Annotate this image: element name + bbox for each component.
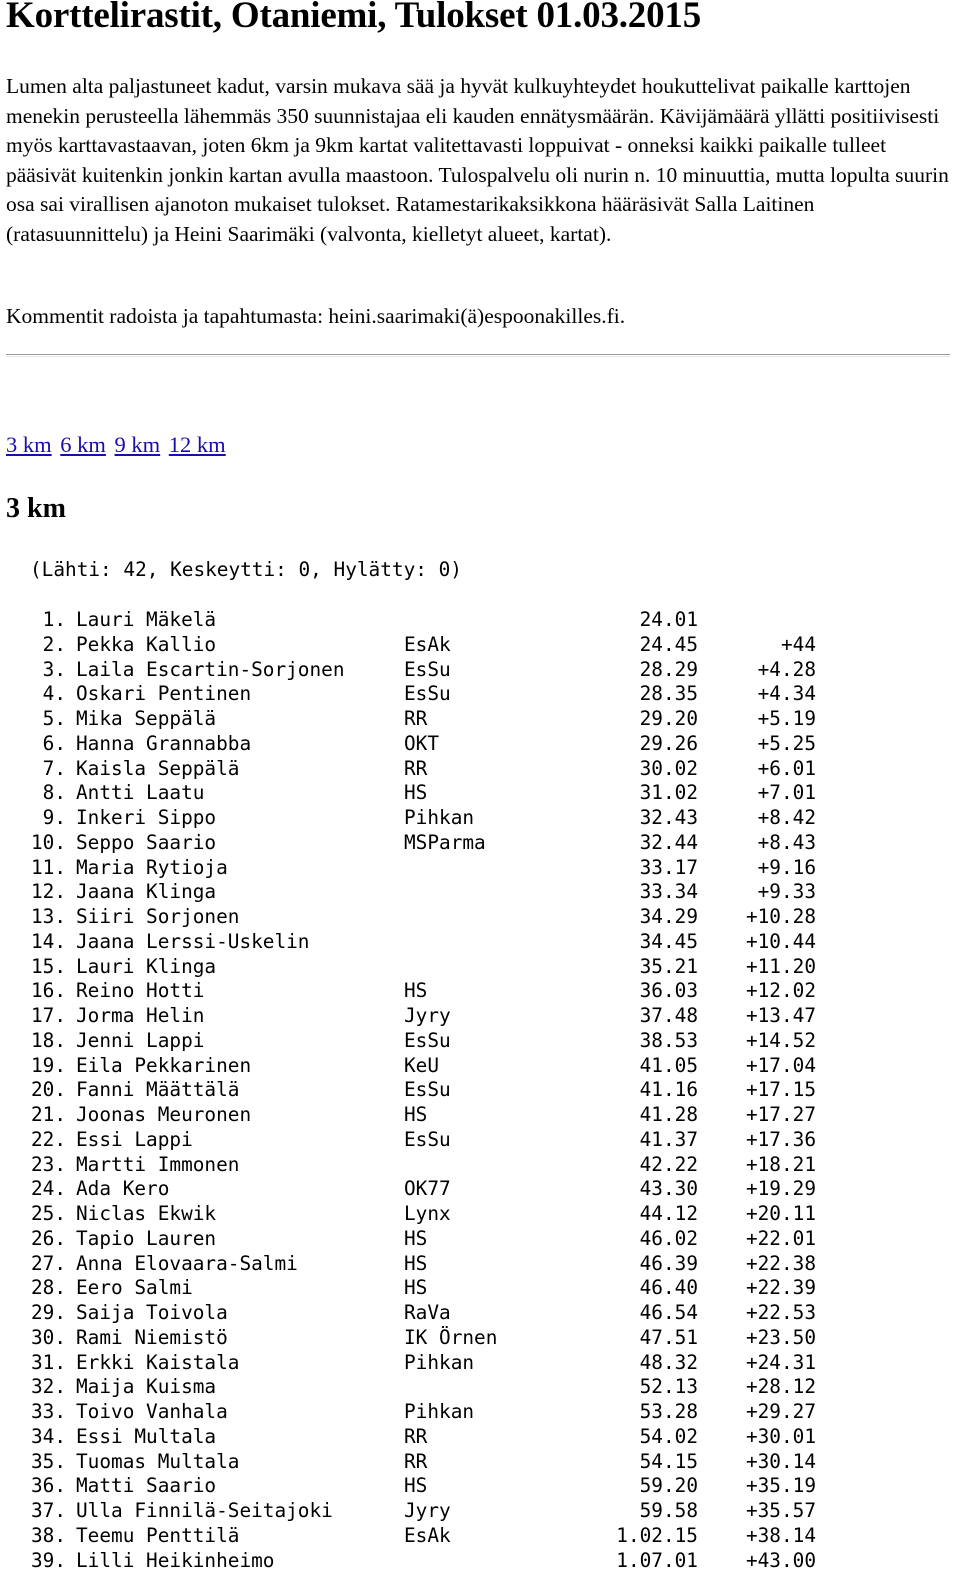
result-name: Saija Toivola (76, 1301, 228, 1324)
result-time: 46.54 (639, 1301, 698, 1324)
result-club: HS (404, 1226, 428, 1250)
result-club: HS (404, 1103, 428, 1126)
result-diff: +8.42 (757, 806, 816, 829)
result-time: 36.03 (639, 979, 698, 1003)
result-time: 42.22 (639, 1152, 698, 1176)
result-diff: +5.19 (757, 707, 816, 730)
result-club: IK Örnen (404, 1325, 498, 1349)
result-time: 1.07.01 (616, 1548, 698, 1572)
result-club: EsSu (404, 1078, 451, 1102)
result-name: Inkeri Sippo (76, 806, 217, 829)
result-club: RaVa (404, 1301, 451, 1324)
result-diff: +17.04 (745, 1053, 816, 1077)
result-time: 34.45 (639, 929, 698, 953)
nav-link-9km[interactable]: 9 km (114, 432, 161, 457)
result-rank: 2. (42, 632, 66, 656)
result-time: 47.51 (639, 1325, 698, 1349)
result-time: 35.21 (639, 954, 698, 978)
result-time: 59.20 (639, 1474, 698, 1498)
result-name: Maria Rytioja (76, 855, 228, 879)
result-rank: 35. (30, 1449, 66, 1473)
result-name: Essi Multala (76, 1424, 217, 1448)
result-club: EsSu (404, 657, 451, 681)
page-title: Korttelirastit, Otaniemi, Tulokset 01.03.2015 (6, 0, 701, 36)
result-time: 24.01 (639, 608, 698, 631)
result-name: Antti Laatu (76, 781, 205, 805)
result-diff: +44 (780, 632, 816, 656)
result-diff: +29.27 (745, 1400, 816, 1423)
result-diff: +38.14 (745, 1523, 816, 1547)
result-diff: +28.12 (745, 1375, 816, 1399)
result-name: Eila Pekkarinen (76, 1053, 252, 1077)
result-club: Pihkan (404, 1350, 475, 1374)
nav-link-6km[interactable]: 6 km (60, 432, 106, 457)
result-diff: +24.31 (745, 1350, 816, 1374)
result-time: 37.48 (639, 1004, 698, 1027)
result-rank: 38. (30, 1523, 66, 1547)
result-diff: +17.15 (745, 1078, 816, 1102)
result-diff: +11.20 (745, 954, 816, 978)
result-club: HS (404, 1251, 428, 1275)
result-rank: 25. (30, 1202, 66, 1225)
result-rank: 13. (30, 905, 66, 928)
result-rank: 39. (30, 1548, 66, 1572)
result-diff: +5.25 (757, 731, 816, 755)
result-rank: 9. (42, 806, 66, 829)
result-rank: 14. (30, 929, 66, 953)
result-club: EsSu (404, 682, 451, 706)
result-rank: 30. (30, 1325, 66, 1349)
result-rank: 16. (30, 979, 66, 1003)
result-time: 32.44 (639, 830, 698, 854)
result-time: 41.37 (639, 1127, 698, 1151)
result-name: Lauri Mäkelä (76, 608, 217, 631)
result-time: 28.35 (639, 682, 698, 706)
result-time: 29.20 (639, 707, 698, 730)
result-name: Siiri Sorjonen (76, 905, 240, 928)
result-club: HS (404, 781, 428, 805)
result-time: 28.29 (639, 657, 698, 681)
result-rank: 37. (30, 1499, 66, 1522)
result-diff: +12.02 (745, 979, 816, 1003)
result-diff: +30.01 (745, 1424, 816, 1448)
result-name: Essi Lappi (76, 1127, 193, 1151)
result-club: EsAk (404, 1523, 451, 1547)
result-name: Fanni Määttälä (76, 1078, 240, 1102)
result-time: 48.32 (639, 1350, 698, 1374)
result-rank: 12. (30, 880, 66, 904)
result-diff: +4.28 (757, 657, 816, 681)
result-time: 59.58 (639, 1499, 698, 1522)
result-rank: 29. (30, 1301, 66, 1324)
result-rank: 4. (42, 682, 66, 706)
result-club: Pihkan (404, 806, 475, 829)
nav-link-12km[interactable]: 12 km (168, 432, 226, 457)
result-diff: +9.33 (757, 880, 816, 904)
result-name: Anna Elovaara-Salmi (76, 1251, 298, 1275)
nav-link-3km[interactable]: 3 km (6, 432, 52, 457)
result-club: HS (404, 1276, 428, 1300)
result-time: 41.16 (639, 1078, 698, 1102)
result-name: Lilli Heikinheimo (76, 1548, 275, 1572)
section-title: 3 km (6, 493, 66, 524)
result-club: Lynx (404, 1202, 451, 1225)
result-diff: +8.43 (757, 830, 816, 854)
result-rank: 21. (30, 1103, 66, 1126)
result-time: 53.28 (639, 1400, 698, 1423)
result-name: Jaana Klinga (76, 880, 217, 904)
result-name: Seppo Saario (76, 830, 217, 854)
result-club: Pihkan (404, 1400, 475, 1423)
result-diff: +13.47 (745, 1004, 816, 1027)
result-time: 46.02 (639, 1226, 698, 1250)
result-diff: +17.36 (745, 1127, 816, 1151)
result-diff: +22.53 (745, 1301, 816, 1324)
divider (6, 354, 950, 357)
result-rank: 10. (30, 830, 66, 854)
result-name: Jorma Helin (76, 1004, 205, 1027)
result-time: 54.15 (639, 1449, 698, 1473)
result-diff: +22.38 (745, 1251, 816, 1275)
result-time: 34.29 (639, 905, 698, 928)
start-summary: (Lähti: 42, Keskeytti: 0, Hylätty: 0) (30, 558, 462, 581)
result-club: HS (404, 1474, 428, 1498)
result-time: 41.05 (639, 1053, 698, 1077)
result-club: RR (404, 1449, 428, 1473)
result-rank: 20. (30, 1078, 66, 1102)
result-time: 44.12 (639, 1202, 698, 1225)
result-diff: +18.21 (745, 1152, 816, 1176)
result-name: Jaana Lerssi-Uskelin (76, 929, 310, 953)
result-name: Tapio Lauren (76, 1226, 217, 1250)
result-diff: +35.57 (745, 1499, 816, 1522)
result-name: Oskari Pentinen (76, 682, 252, 706)
result-name: Eero Salmi (76, 1276, 193, 1300)
result-rank: 11. (30, 855, 66, 879)
result-club: OKT (404, 731, 440, 755)
result-time: 54.02 (639, 1424, 698, 1448)
result-rank: 31. (30, 1350, 66, 1374)
result-time: 43.30 (639, 1177, 698, 1201)
result-name: Erkki Kaistala (76, 1350, 240, 1374)
result-name: Hanna Grannabba (76, 731, 252, 755)
result-name: Maija Kuisma (76, 1375, 217, 1399)
result-rank: 5. (42, 707, 66, 730)
result-name: Jenni Lappi (76, 1028, 205, 1052)
result-rank: 36. (30, 1474, 66, 1498)
result-rank: 1. (42, 608, 66, 631)
result-time: 31.02 (639, 781, 698, 805)
result-diff: +22.01 (745, 1226, 816, 1250)
result-name: Ada Kero (76, 1177, 170, 1201)
result-rank: 17. (30, 1004, 66, 1027)
result-club: EsAk (404, 632, 451, 656)
result-diff: +35.19 (745, 1474, 816, 1498)
result-time: 33.34 (639, 880, 698, 904)
result-rank: 27. (30, 1251, 66, 1275)
result-name: Toivo Vanhala (76, 1400, 228, 1423)
result-club: RR (404, 1424, 428, 1448)
result-club: KeU (404, 1053, 440, 1077)
comments-contact: Kommentit radoista ja tapahtumasta: heini.saarimaki(ä)espoonakilles.fi. (6, 304, 626, 328)
result-diff: +10.28 (745, 905, 816, 928)
result-rank: 8. (42, 781, 66, 805)
result-club: RR (404, 756, 428, 780)
result-rank: 3. (42, 657, 66, 681)
result-diff: +9.16 (757, 855, 816, 879)
result-club: MSParma (404, 830, 486, 854)
result-rank: 15. (30, 954, 66, 978)
result-rank: 32. (30, 1375, 66, 1399)
result-rank: 6. (42, 731, 66, 755)
result-diff: +14.52 (745, 1028, 816, 1052)
result-diff: +7.01 (757, 781, 816, 805)
result-name: Martti Immonen (76, 1152, 240, 1176)
result-rank: 23. (30, 1152, 66, 1176)
result-time: 24.45 (639, 632, 698, 656)
result-rank: 19. (30, 1053, 66, 1077)
result-time: 29.26 (639, 731, 698, 755)
intro-paragraph: Lumen alta paljastuneet kadut, varsin mukava sää ja hyvät kulkuyhteydet houkuttelivat paikalle karttojen menekin perusteella lähemmäs 350 suunnistajaa eli kauden ennätysmäärän. Kävijämäärä yllätti positiivisesti myös karttavastaavan, joten 6km ja 9km kartat valitettavasti loppuivat - onneksi kaikki paikalle tulleet pääsivät kuitenkin jonkin kartan avulla maastoon. Tulospalvelu oli nurin n. 10 minuuttia, mutta lopulta suurin osa sai virallisen ajanoton mukaiset tulokset. Ratamestarikaksikkona hääräsivät Salla Laitinen (ratasuunnittelu) ja Heini Saarimäki (valvonta, kielletyt alueet, kartat). (6, 74, 949, 246)
result-diff: +43.00 (745, 1548, 816, 1572)
result-name: Mika Seppälä (76, 707, 217, 730)
result-club: EsSu (404, 1028, 451, 1052)
result-time: 38.53 (639, 1028, 698, 1052)
result-club: OK77 (404, 1177, 451, 1201)
result-rank: 28. (30, 1276, 66, 1300)
result-rank: 24. (30, 1177, 66, 1201)
result-rank: 18. (30, 1028, 66, 1052)
result-time: 32.43 (639, 806, 698, 829)
result-club: RR (404, 707, 428, 730)
result-name: Tuomas Multala (76, 1449, 240, 1473)
course-nav (6, 432, 229, 458)
result-rank: 26. (30, 1226, 66, 1250)
result-club: HS (404, 979, 428, 1003)
result-club: Jyry (404, 1499, 451, 1522)
result-rank: 22. (30, 1127, 66, 1151)
result-time: 30.02 (639, 756, 698, 780)
result-name: Lauri Klinga (76, 954, 217, 978)
result-time: 41.28 (639, 1103, 698, 1126)
result-club: EsSu (404, 1127, 451, 1151)
result-rank: 34. (30, 1424, 66, 1448)
result-name: Rami Niemistö (76, 1325, 228, 1349)
result-time: 33.17 (639, 855, 698, 879)
result-name: Kaisla Seppälä (76, 756, 240, 780)
result-diff: +20.11 (745, 1202, 816, 1225)
result-diff: +23.50 (745, 1325, 816, 1349)
result-diff: +22.39 (745, 1276, 816, 1300)
result-rank: 33. (30, 1400, 66, 1423)
result-diff: +6.01 (757, 756, 816, 780)
result-diff: +30.14 (745, 1449, 816, 1473)
result-name: Matti Saario (76, 1474, 217, 1498)
result-name: Laila Escartin-Sorjonen (76, 657, 345, 681)
result-rank: 7. (42, 756, 66, 780)
result-time: 46.40 (639, 1276, 698, 1300)
result-diff: +10.44 (745, 929, 816, 953)
result-name: Joonas Meuronen (76, 1103, 252, 1126)
result-time: 46.39 (639, 1251, 698, 1275)
result-club: Jyry (404, 1004, 451, 1027)
result-name: Teemu Penttilä (76, 1523, 240, 1547)
result-time: 1.02.15 (616, 1523, 698, 1547)
result-name: Pekka Kallio (76, 632, 217, 656)
result-name: Reino Hotti (76, 979, 205, 1003)
result-diff: +4.34 (757, 682, 816, 706)
result-diff: +17.27 (745, 1103, 816, 1126)
result-name: Niclas Ekwik (76, 1202, 217, 1225)
result-name: Ulla Finnilä-Seitajoki (76, 1499, 333, 1522)
result-time: 52.13 (639, 1375, 698, 1399)
result-diff: +19.29 (745, 1177, 816, 1201)
